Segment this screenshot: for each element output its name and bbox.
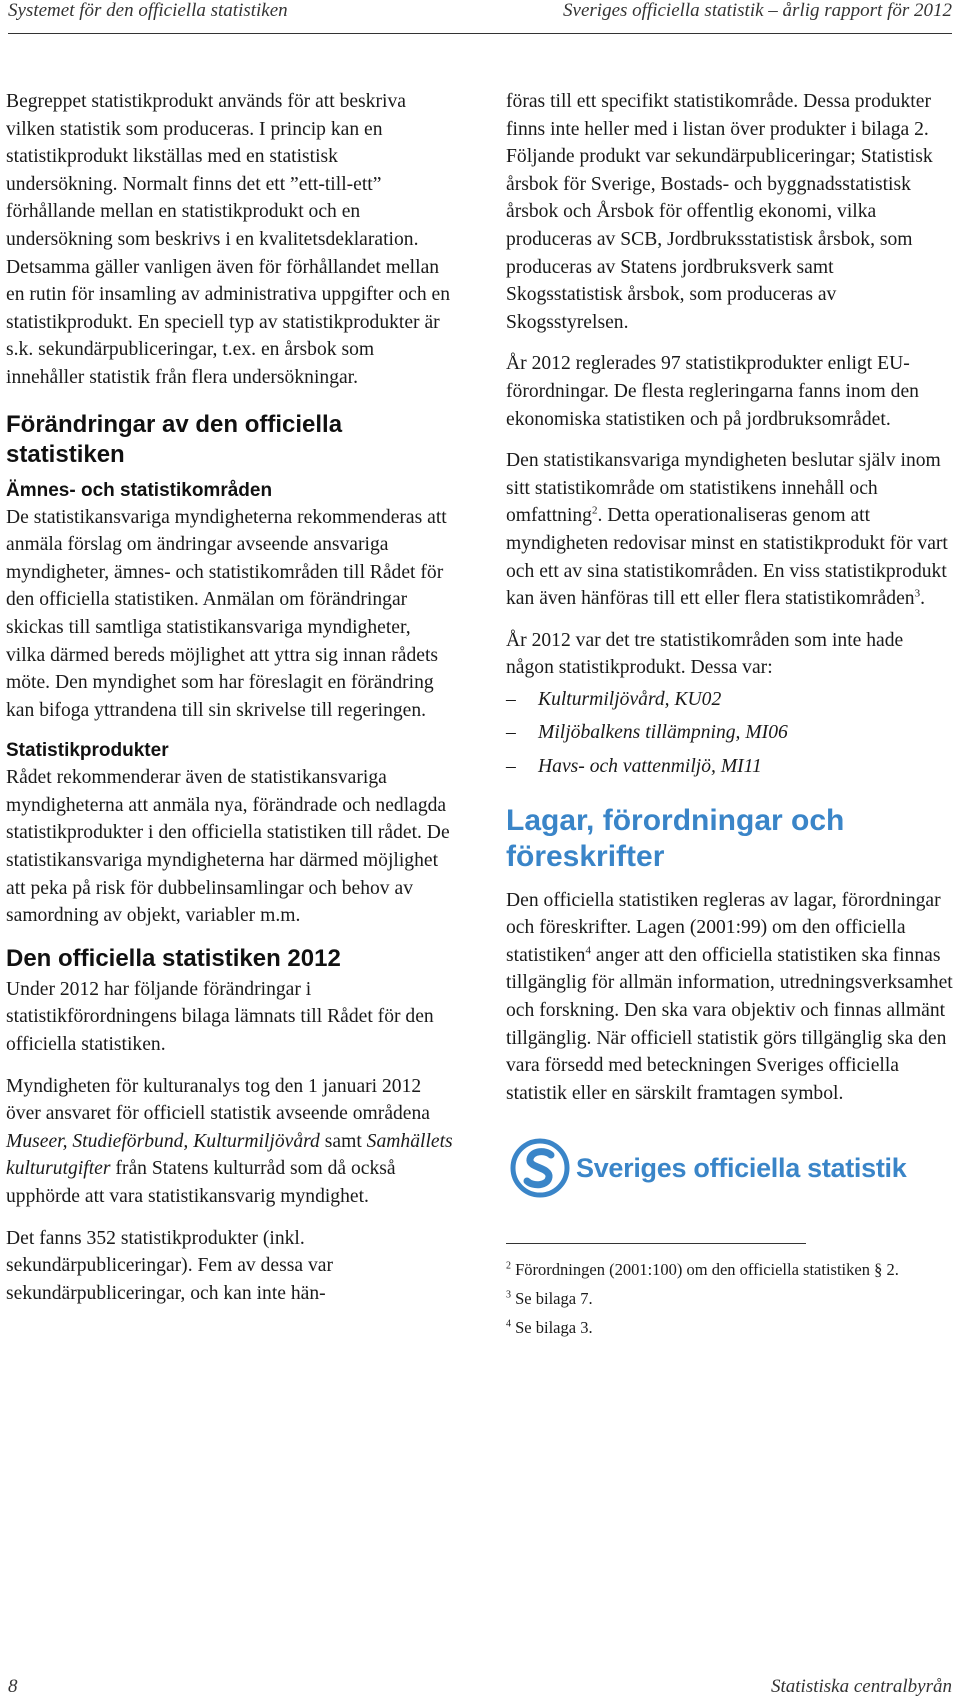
section-title-laws: Lagar, förordningar och föreskrifter [506, 803, 845, 873]
footnote [506, 1316, 954, 1339]
italic-areas: Museer, Studieförbund, Kulturmiljövård [6, 1130, 320, 1152]
footnote-rule [506, 1243, 806, 1244]
authority-paragraph [506, 447, 954, 613]
footnote-number: 2 [506, 1260, 511, 1272]
left-column [6, 88, 454, 1321]
running-header [8, 0, 952, 34]
section-title-2012: Den officiella statistiken 2012 [6, 944, 341, 972]
count-paragraph: Det fanns 352 statistikprodukter (inkl. sekundärpubliceringar). Fem av dessa var sekundärpubliceringar, och kan inte hän- [6, 1227, 333, 1304]
subheading-areas: Ämnes- och statistikområden [6, 479, 273, 501]
section-title-changes: Förändringar av den officiella statistiken [6, 410, 343, 468]
dash-marker: – [506, 688, 516, 710]
dash-marker: – [506, 756, 516, 778]
footnote [506, 1287, 954, 1310]
subheading-products: Statistikprodukter [6, 740, 169, 762]
text-run: anger att den officiella statistiken ska finnas tillgänglig för allmän information, utredningsverksamhet och forskning. Den ska vara objektiv och finnas allmänt tillgänglig. När officiell statistik görs tillgänglig ska den vara försedd med beteckningen Sveriges officiella statistik eller en särskilt framtagen symbol. [506, 944, 953, 1104]
eu-regulation-paragraph: År 2012 reglerades 97 statistikprodukter enligt EU-förordningar. De flesta regleringarna fanns inom den ekonomiska statistiken och på jordbruksområdet. [506, 353, 919, 430]
list-item-text: Kulturmiljövård, KU02 [538, 688, 722, 710]
page-number: 8 [8, 1676, 18, 1697]
footnote-text: Se bilaga 7. [515, 1289, 593, 1309]
text-run: Den officiella statistiken regleras av lagar, förordningar och föreskrifter. Lagen (2001:99) om den officiella statistiken [506, 889, 941, 966]
changes-2012-paragraph: Under 2012 har följande förändringar i statistikförordningens bilaga lämnats till Rådet för den officiella statistiken. [6, 978, 434, 1056]
secondary-publications-paragraph: föras till ett specifikt statistikområde. Dessa produkter finns inte heller med i listan över produkter i bilaga 2. Följande produkt var sekundärpubliceringar; Statistisk årsbok för Sverige, Bostads- och byggnadsstatistisk årsbok och Årsbok för offentlig ekonomi, vilka produceras av SCB, Jordbruksstatistisk årsbok, som produceras av Statens jordbruksverk samt Skogsstatistisk årsbok, som produceras av Skogsstyrelsen. [506, 91, 933, 333]
italic-area: Samhällets kulturutgifter [6, 1130, 453, 1180]
footnote-number: 3 [506, 1289, 511, 1301]
empty-areas-paragraph: År 2012 var det tre statistikområden som inte hade någon statistikprodukt. Dessa var: [506, 629, 904, 679]
text-run: Myndigheten för kulturanalys tog den 1 januari 2012 över ansvaret för officiell statistik avseende områdena [6, 1075, 431, 1125]
header-right: Sveriges officiella statistik – årlig rapport för 2012 [563, 0, 952, 21]
right-column [506, 88, 954, 1345]
laws-paragraph [506, 887, 954, 1108]
header-left: Systemet för den officiella statistiken [8, 0, 288, 21]
list-item-text: Havs- och vattenmiljö, MI11 [538, 756, 762, 778]
text-run: . Detta operationaliseras genom att myndigheten redovisar minst en statistikprodukt för vart och ett av sina statistikområden. En viss statistikprodukt kan även hänföras till ett eller flera statistikområden [506, 505, 948, 610]
text-run: samt [319, 1130, 367, 1152]
text-run: Den statistikansvariga myndigheten beslutar själv inom sitt statistikområde om statistikens innehåll och omfattning [506, 450, 941, 527]
list-item [506, 753, 954, 781]
list-item [506, 686, 954, 714]
empty-areas-list [506, 686, 954, 781]
text-run: . [920, 588, 925, 610]
areas-paragraph: De statistikansvariga myndigheterna rekommenderas att anmäla förslag om ändringar avseende ansvariga myndigheter, ämnes- och statistikområden till Rådet för den officiella statistiken. Anmälan om förändringar skickas till samtliga statistikansvariga myndigheter, vilka därmed bereds möjlighet att yttra sig innan rådets möte. Den myndighet som har föreslagit en förändring kan bifoga yttrandena till sin skrivelse till regeringen. [6, 506, 447, 721]
sos-logo-icon [510, 1138, 570, 1198]
intro-paragraph: Begreppet statistikprodukt används för att beskriva vilken statistik som produceras. I princip kan en statistikprodukt likställas med en statistisk undersökning. Normalt finns det ett ”ett-till-ett” förhållande mellan en statistikprodukt och en undersökning som beskrivs i en kvalitetsdeklaration. Detsamma gäller vanligen även för förhållandet mellan en rutin för insamling av administrativa uppgifter och en statistikprodukt. En speciell typ av statistikprodukter är s.k. sekundärpubliceringar, t.ex. en årsbok som innehåller statistik från flera undersökningar. [6, 91, 451, 388]
sos-logo [510, 1137, 954, 1199]
page-footer [8, 1676, 952, 1698]
footnote-text: Förordningen (2001:100) om den officiella statistiken § 2. [515, 1260, 899, 1280]
products-paragraph: Rådet rekommenderar även de statistikansvariga myndigheterna att anmäla nya, förändrade och nedlagda statistikprodukter i den officiella statistiken till rådet. De statistikansvariga myndigheterna har därmed möjlighet att peka på risk för dubbelinsamlingar och behov av samordning av objekt, variabler m.m. [6, 767, 450, 927]
footnote-text: Se bilaga 3. [515, 1318, 593, 1338]
footnote-ref-3: 3 [914, 587, 921, 600]
logo-wordmark: Sveriges officiella statistik [576, 1152, 907, 1183]
publisher-name: Statistiska centralbyrån [770, 1676, 952, 1697]
dash-marker: – [506, 722, 516, 744]
text-run: från Statens kulturråd som då också upphörde att vara statistikansvarig myndighet. [6, 1158, 396, 1207]
footnote [506, 1258, 954, 1281]
list-item [506, 719, 954, 747]
list-item-text: Miljöbalkens tillämpning, MI06 [538, 722, 788, 744]
header-rule [8, 33, 952, 34]
footnote-ref-4: 4 [585, 944, 591, 957]
footnote-number: 4 [506, 1318, 511, 1330]
kulturanalys-paragraph [6, 1073, 454, 1211]
footnote-ref-2: 2 [591, 504, 598, 517]
